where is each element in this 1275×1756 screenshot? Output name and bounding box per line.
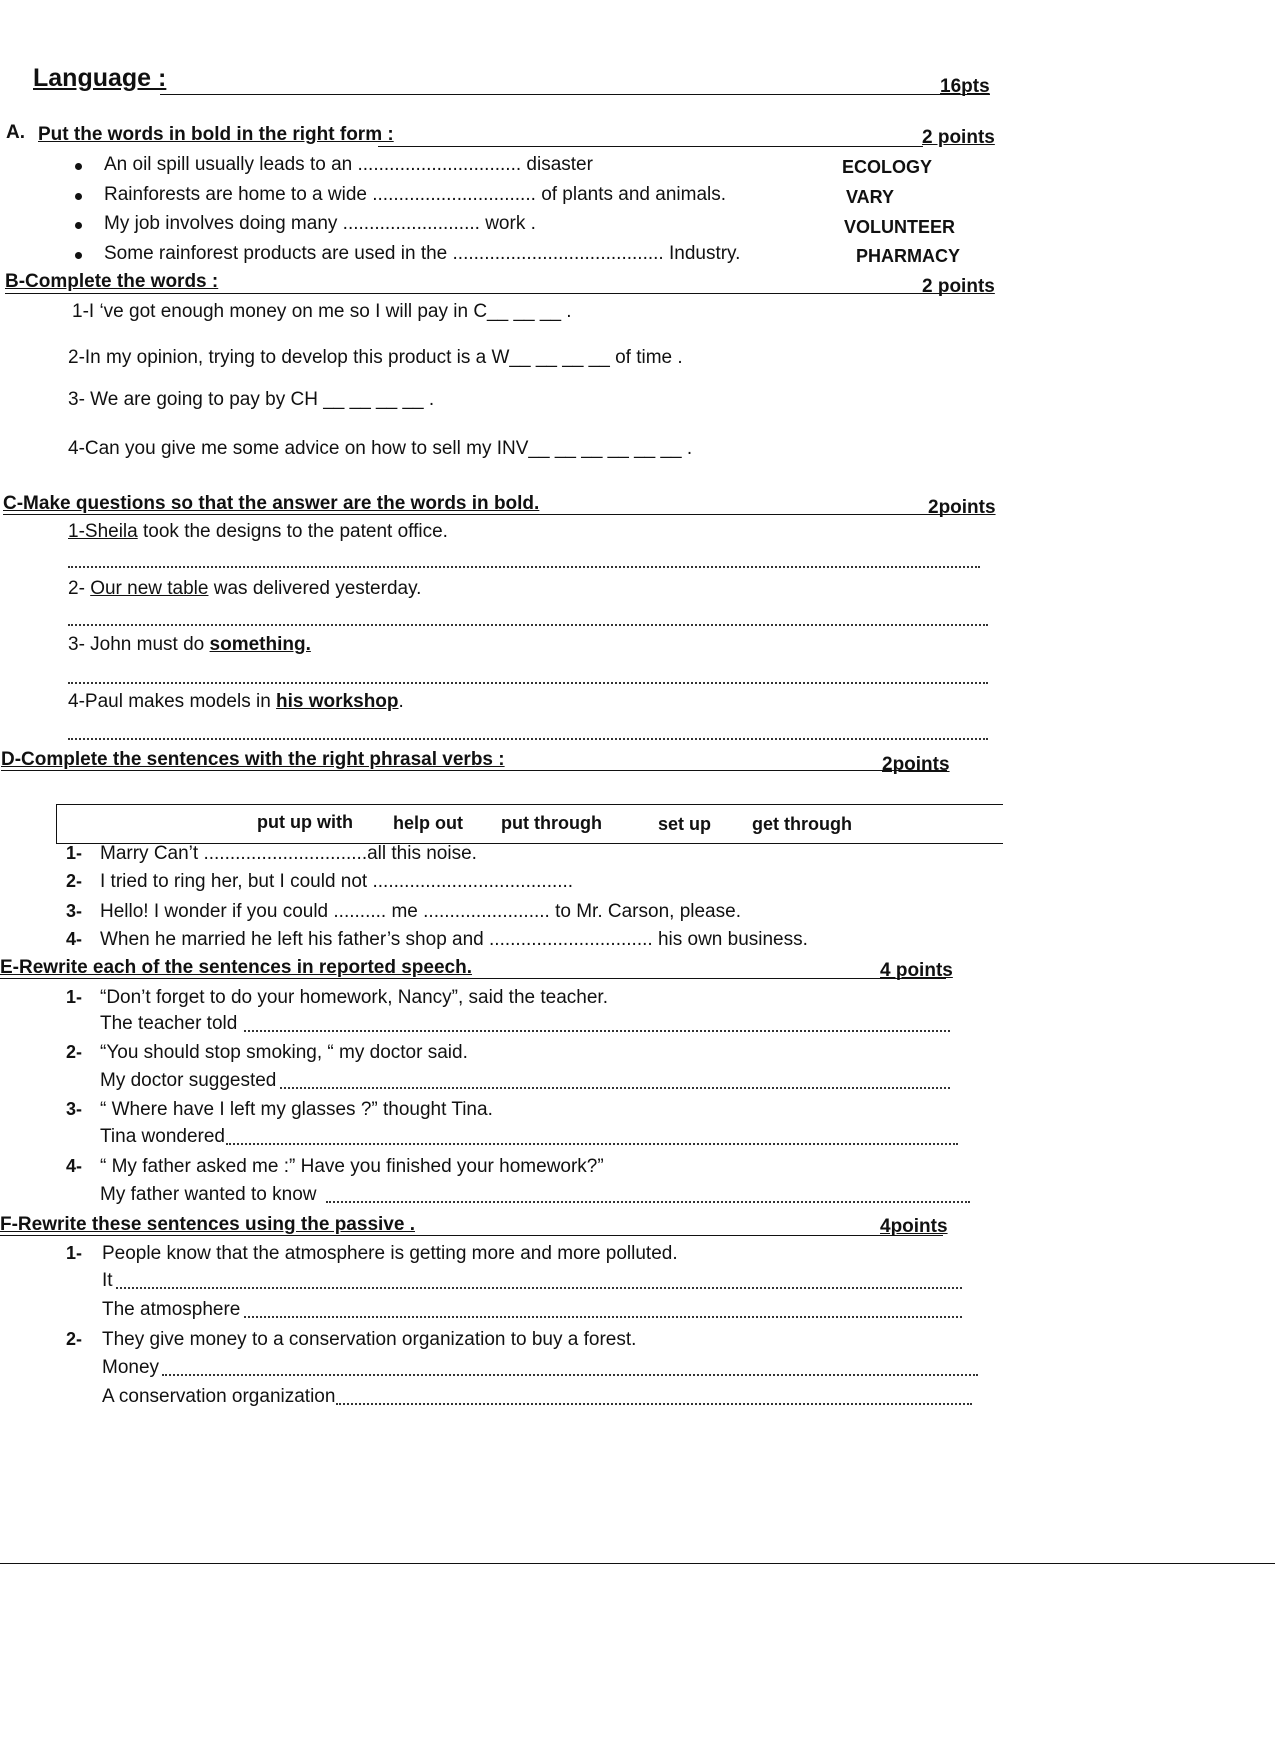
section-d-heading: D-Complete the sentences with the right phrasal verbs : — [1, 749, 505, 770]
section-c-item: 3- John must do something. — [68, 634, 311, 655]
box-word: put up with — [257, 812, 353, 832]
section-b-item: 3- We are going to pay by CH __ __ __ __ . — [68, 389, 435, 410]
section-c-item: 4-Paul makes models in his workshop. — [68, 691, 404, 712]
page-title: Language : — [33, 64, 167, 92]
section-c-rule — [3, 514, 993, 515]
quote-text: “ Where have I left my glasses ?” thought Tina. — [100, 1099, 493, 1120]
box-word: set up — [658, 814, 712, 834]
bold-word: ECOLOGY — [842, 157, 933, 177]
bold-word: VARY — [846, 187, 895, 207]
quote-text: “ My father asked me :” Have you finished your homework?” — [100, 1156, 604, 1177]
bullet-icon — [75, 193, 82, 200]
answer-line[interactable] — [68, 624, 988, 626]
passive-sentence: They give money to a conservation organization to buy a forest. — [102, 1329, 637, 1350]
section-d-item: Hello! I wonder if you could .......... me ........................ to Mr. Carson, please. — [100, 901, 741, 922]
blank[interactable]: .......................... — [342, 213, 480, 234]
total-points: 16pts — [940, 76, 990, 97]
section-f-rule — [0, 1235, 943, 1236]
answer-line[interactable] — [68, 738, 988, 740]
section-a-rule — [378, 146, 923, 147]
bold-word: PHARMACY — [856, 246, 961, 266]
section-d-points: 2points — [882, 754, 950, 775]
item-text: Rainforests are home to a wide ............................... of plants and animals. — [104, 184, 727, 205]
item-number: 4- — [66, 1156, 83, 1176]
item-number: 2- — [66, 871, 83, 891]
item-text: My job involves doing many .......................... work . — [104, 213, 536, 234]
section-c-points: 2points — [928, 497, 996, 518]
bullet-icon — [75, 252, 82, 259]
answer-start: My doctor suggested — [100, 1070, 277, 1091]
section-a-letter: A. — [6, 122, 25, 143]
section-c-item: 1-Sheila took the designs to the patent office. — [68, 521, 448, 542]
answer-line[interactable] — [68, 566, 980, 568]
item-number: 2- — [66, 1329, 83, 1349]
section-e-points: 4 points — [880, 960, 953, 981]
section-a-heading: Put the words in bold in the right form : — [38, 124, 394, 145]
answer-start: Tina wondered — [100, 1126, 225, 1147]
item-number: 1- — [66, 987, 83, 1007]
item-number: 1- — [66, 1243, 83, 1263]
passive-sentence: People know that the atmosphere is getting more and more polluted. — [102, 1243, 678, 1264]
section-f-heading: F-Rewrite these sentences using the passive . — [0, 1214, 415, 1235]
item-number: 4- — [66, 929, 83, 949]
section-d-item: Marry Can’t ...............................all this noise. — [100, 843, 477, 864]
blank[interactable]: ........................................ — [452, 243, 664, 264]
answer-start: My father wanted to know — [100, 1184, 317, 1205]
section-b-item: 1-I ‘ve got enough money on me so I will pay in C__ __ __ . — [72, 301, 572, 322]
item-text: An oil spill usually leads to an ............................... disaster — [104, 154, 593, 175]
answer-line[interactable] — [116, 1287, 962, 1289]
section-c-heading: C-Make questions so that the answer are the words in bold. — [3, 493, 540, 514]
item-number: 1- — [66, 843, 83, 863]
answer-line[interactable] — [68, 682, 988, 684]
item-number: 3- — [66, 1099, 83, 1119]
blank[interactable]: ............................... — [372, 184, 536, 205]
answer-line[interactable] — [244, 1316, 962, 1318]
bullet-icon — [75, 222, 82, 229]
item-text: Some rainforest products are used in the ........................................ Industry. — [104, 243, 741, 264]
box-word: get through — [752, 814, 852, 834]
answer-start: It — [102, 1270, 113, 1291]
answer-line[interactable] — [162, 1374, 978, 1376]
quote-text: “Don’t forget to do your homework, Nancy”, said the teacher. — [100, 987, 608, 1008]
answer-line[interactable] — [226, 1143, 958, 1145]
section-d-rule — [1, 770, 947, 771]
section-a-points: 2 points — [922, 127, 995, 148]
quote-text: “You should stop smoking, “ my doctor said. — [100, 1042, 468, 1063]
section-b-item: 2-In my opinion, trying to develop this product is a W__ __ __ __ of time . — [68, 347, 683, 368]
answer-start: The teacher told — [100, 1013, 238, 1034]
answer-line[interactable] — [326, 1201, 970, 1203]
answer-line[interactable] — [244, 1030, 950, 1032]
section-d-item: I tried to ring her, but I could not ...................................... — [100, 871, 574, 892]
bold-word: VOLUNTEER — [844, 217, 956, 237]
answer-line[interactable] — [336, 1403, 972, 1405]
answer-start: The atmosphere — [102, 1299, 241, 1320]
section-e-heading: E-Rewrite each of the sentences in reported speech. — [0, 957, 472, 978]
box-word: put through — [501, 813, 602, 833]
section-e-rule — [0, 978, 946, 979]
section-b-item: 4-Can you give me some advice on how to sell my INV__ __ __ __ __ __ . — [68, 438, 693, 459]
bullet-icon — [75, 163, 82, 170]
box-word: help out — [393, 813, 463, 833]
answer-start: Money — [102, 1357, 160, 1378]
section-c-item: 2- Our new table was delivered yesterday. — [68, 578, 422, 599]
section-b-points: 2 points — [922, 276, 995, 297]
blank[interactable]: ............................... — [357, 154, 522, 175]
page-bottom-rule — [0, 1563, 1275, 1564]
item-number: 2- — [66, 1042, 83, 1062]
answer-line[interactable] — [280, 1087, 950, 1089]
answer-start: A conservation organization — [102, 1386, 336, 1407]
title-rule — [160, 94, 990, 95]
section-d-item: When he married he left his father’s shop and ............................... his own business. — [100, 929, 808, 950]
item-number: 3- — [66, 901, 83, 921]
section-b-rule — [5, 293, 993, 294]
section-b-heading: B-Complete the words : — [5, 271, 219, 292]
section-f-points: 4points — [880, 1216, 948, 1237]
